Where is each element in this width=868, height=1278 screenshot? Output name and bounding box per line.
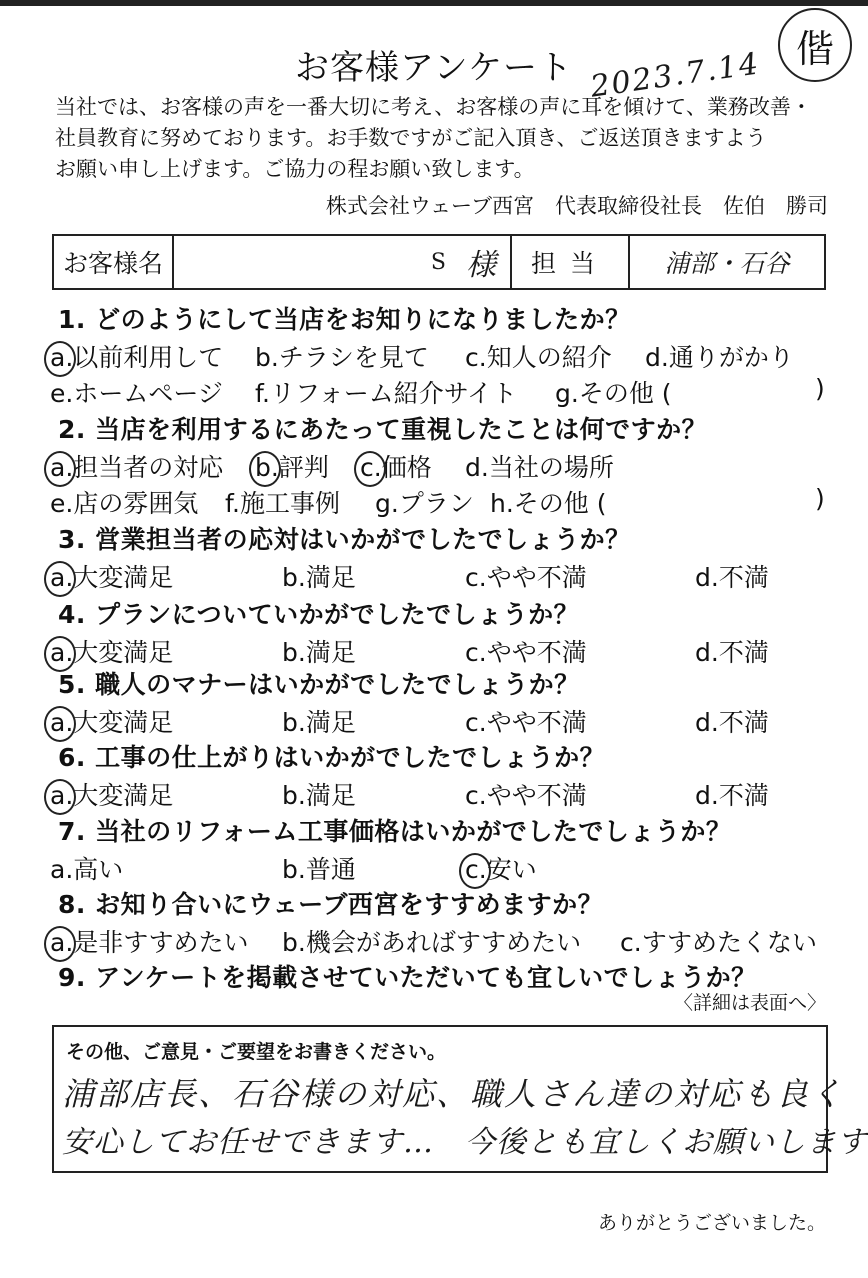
option-label: 施工事例 [239,489,340,518]
option-q6-b[interactable] [282,776,356,812]
option-q6-c[interactable] [465,776,587,812]
option-label: プラン [398,489,474,518]
option-key: g. [375,489,399,518]
option-q6-a[interactable] [50,776,173,812]
option-q3-b[interactable] [282,558,356,594]
option-label: 満足 [305,708,356,737]
customer-table [52,234,826,290]
comments-label: その他、ご意見・ご要望をお書きください。 [66,1041,447,1063]
option-label: 担当者の対応 [73,453,224,482]
option-key: d. [695,638,719,667]
option-row [50,776,840,810]
option-key: b. [282,855,306,884]
option-q2-b[interactable] [255,448,329,484]
question-1: 1. どのようにして当店をお知りになりましたか？ [58,305,631,334]
option-label: 大変満足 [73,638,174,667]
option-label: ホームページ [73,379,223,408]
option-label: 満足 [305,781,356,810]
option-label: 普通 [305,855,356,884]
option-q1-close[interactable] [815,374,825,403]
option-key: d. [695,708,719,737]
customer-name-suffix: 様 [466,248,496,283]
option-label: 機会があればすすめたい [305,928,582,957]
option-key: a. [50,855,74,884]
option-key: c. [620,928,642,957]
option-q5-b[interactable] [282,703,356,739]
option-label: すすめたくない [641,928,817,957]
question-9: 9. アンケートを掲載させていただいても宜しいでしょうか？ [58,963,757,992]
option-label: 当社の場所 [488,453,614,482]
option-key: a. [50,708,74,737]
option-q1-d[interactable] [645,338,794,374]
question-2: 2. 当店を利用するにあたって重視したことは何ですか？ [58,415,708,444]
option-key: f. [225,489,240,518]
option-label: その他 ( [578,379,672,408]
option-q1-e[interactable] [50,374,223,410]
option-row [50,484,840,518]
option-q3-d[interactable] [695,558,769,594]
customer-name-value: S [430,249,446,275]
option-label: やや不満 [486,563,587,592]
question-6: 6. 工事の仕上がりはいかがでしたでしょうか？ [58,743,606,772]
option-key: d. [695,781,719,810]
customer-name-field[interactable] [174,236,512,288]
option-key: c. [465,638,487,667]
option-key: c. [465,781,487,810]
option-label: 大変満足 [73,708,174,737]
seal-char: 偕 [795,26,834,71]
option-q2-f[interactable] [225,484,340,520]
option-label: 大変満足 [73,781,174,810]
option-label: やや不満 [486,708,587,737]
comment-line-2: 安心してお任せできます… 今後とも宜しくお願いします [62,1125,868,1160]
option-key: f. [255,379,270,408]
option-q2-c[interactable] [360,448,432,484]
option-label: リフォーム紹介サイト [269,379,517,408]
option-label: 是非すすめたい [73,928,249,957]
option-label: 不満 [718,708,769,737]
option-q7-a[interactable] [50,850,123,886]
option-key: b. [282,708,306,737]
intro-line-2: 社員教育に努めております。お手数ですがご記入頂き、ご返送頂きますよう [55,126,767,150]
option-q5-d[interactable] [695,703,769,739]
option-q2-d[interactable] [465,448,614,484]
option-q1-a[interactable] [50,338,223,374]
option-key: b. [282,638,306,667]
option-key: b. [255,453,279,482]
option-q4-d[interactable] [695,633,769,669]
option-key: d. [645,343,669,372]
option-q4-c[interactable] [465,633,587,669]
option-q8-c[interactable] [620,923,817,959]
option-key: c. [465,708,487,737]
option-label: 大変満足 [73,563,174,592]
intro-line-1: 当社では、お客様の声を一番大切に考え、お客様の声に耳を傾けて、業務改善・ [55,95,812,119]
option-q3-a[interactable] [50,558,173,594]
top-border [0,0,868,6]
question-4: 4. プランについていかがでしたでしょうか？ [58,600,580,629]
option-row [50,850,840,884]
option-label: ) [815,484,825,513]
handwritten-date: 2023.7.14 [588,46,763,105]
comments-box[interactable] [52,1025,868,1173]
option-key: a. [50,563,74,592]
option-key: b. [282,781,306,810]
option-label: やや不満 [486,638,587,667]
option-q5-a[interactable] [50,703,173,739]
option-q2-g[interactable] [375,484,474,520]
option-row [50,703,840,737]
question-7: 7. 当社のリフォーム工事価格はいかがでしたでしょうか？ [58,817,732,846]
question-8: 8. お知り合いにウェーブ西宮をすすめますか？ [58,890,604,919]
option-key: e. [50,379,74,408]
option-label: 以前利用して [73,343,224,372]
seal-stamp [778,8,852,82]
option-key: a. [50,781,74,810]
option-q2-e[interactable] [50,484,198,520]
option-label: 店の雰囲気 [73,489,199,518]
option-q2-close[interactable] [815,484,825,513]
option-key: a. [50,928,74,957]
option-row [50,448,840,482]
question-3: 3. 営業担当者の応対はいかがでしたでしょうか？ [58,525,631,554]
option-label: やや不満 [486,781,587,810]
option-label: 不満 [718,638,769,667]
option-label: 評判 [278,453,329,482]
option-key: h. [490,489,514,518]
intro-line-3: お願い申し上げます。ご協力の程お願い致します。 [55,157,535,181]
intro-text [55,92,845,185]
page-title: お客様アンケート [295,48,573,88]
option-key: d. [695,563,719,592]
option-key: b. [282,563,306,592]
option-label: チラシを見て [278,343,429,372]
option-q5-c[interactable] [465,703,587,739]
option-label: 価格 [381,453,432,482]
option-q1-b[interactable] [255,338,429,374]
option-key: a. [50,638,74,667]
thanks-text: ありがとうございました。 [597,1212,826,1234]
option-key: a. [50,343,74,372]
option-key: c. [465,563,487,592]
option-q4-a[interactable] [50,633,173,669]
option-key: c. [465,855,487,884]
customer-name-label: お客様名 [54,236,174,288]
detail-note: 〈詳細は表面へ〉 [673,992,826,1014]
option-key: b. [255,343,279,372]
company-signature: 株式会社ウェーブ西宮 代表取締役社長 佐伯 勝司 [325,194,828,218]
option-key: b. [282,928,306,957]
option-key: d. [465,453,489,482]
option-label: その他 ( [513,489,607,518]
comment-line-1: 浦部店長、石谷様の対応、職人さん達の対応も良く [62,1075,845,1113]
option-q6-d[interactable] [695,776,769,812]
option-label: ) [815,374,825,403]
option-label: 高い [73,855,124,884]
option-q3-c[interactable] [465,558,587,594]
option-key: e. [50,489,74,518]
option-key: a. [50,453,74,482]
option-label: 知人の紹介 [486,343,612,372]
option-q1-c[interactable] [465,338,612,374]
option-q8-b[interactable] [282,923,581,959]
option-label: 通りがかり [668,343,794,372]
option-row [50,923,840,957]
option-label: 満足 [305,638,356,667]
option-label: 不満 [718,781,769,810]
option-q7-b[interactable] [282,850,356,886]
option-q4-b[interactable] [282,633,356,669]
option-q1-f[interactable] [255,374,517,410]
option-key: g. [555,379,579,408]
option-q2-h[interactable] [490,484,607,520]
option-label: 満足 [305,563,356,592]
question-5: 5. 職人のマナーはいかがでしたでしょうか？ [58,670,580,699]
staff-value[interactable]: 浦部・石谷 [664,249,790,278]
option-label: 不満 [718,563,769,592]
option-q8-a[interactable] [50,923,249,959]
option-label: 安い [486,855,537,884]
option-row [50,558,840,592]
option-row [50,633,840,667]
staff-label: 担当 [512,236,630,288]
option-key: c. [465,343,487,372]
option-row [50,374,840,408]
option-q1-g[interactable] [555,374,672,410]
option-q7-c[interactable] [465,850,537,886]
option-q2-a[interactable] [50,448,223,484]
option-key: c. [360,453,382,482]
option-row [50,338,840,372]
